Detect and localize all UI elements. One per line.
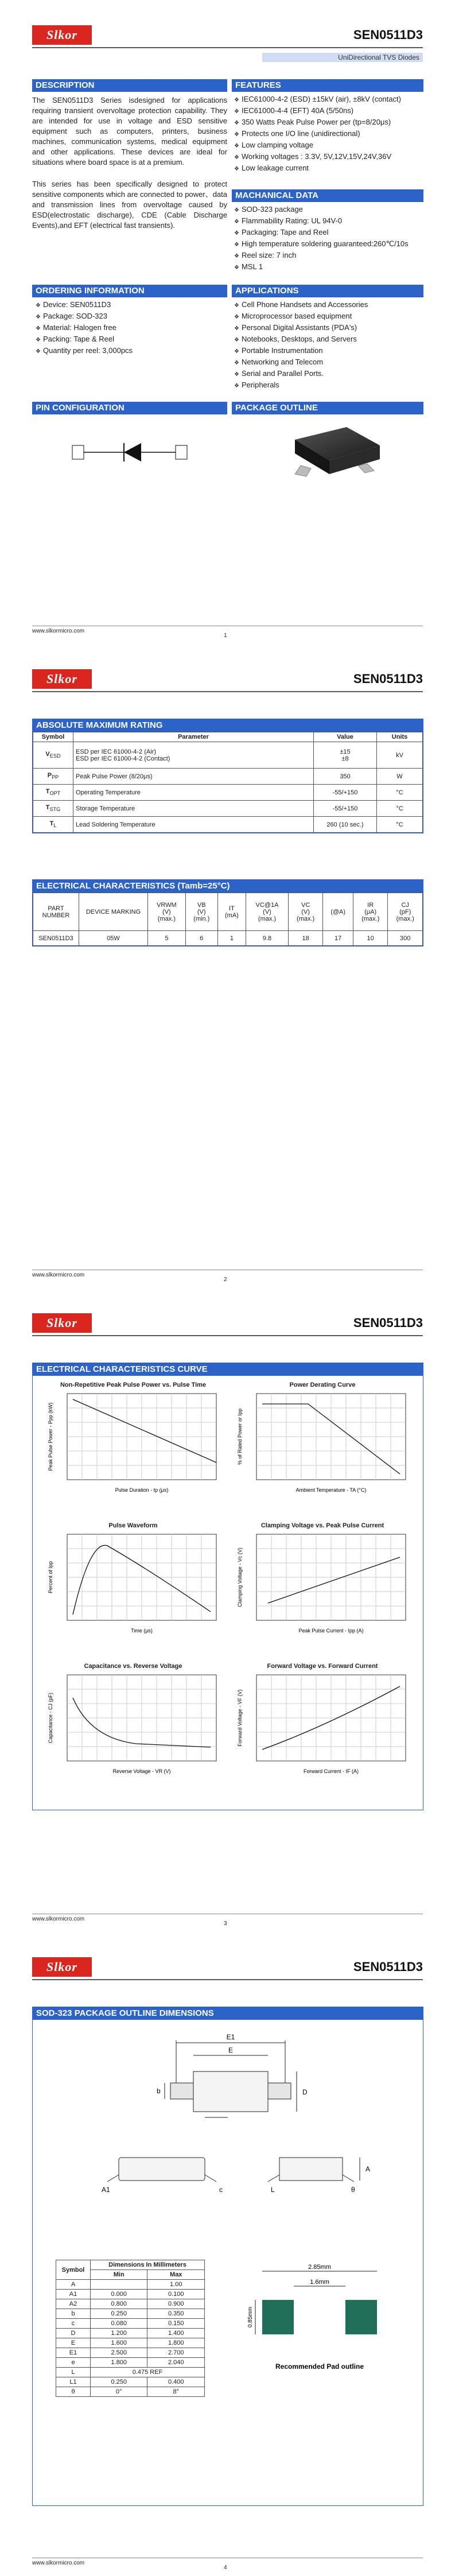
value-cell: 0.250 (91, 2377, 147, 2387)
curve-graph (44, 1522, 222, 1640)
description-section (32, 79, 227, 231)
package-outline-section (232, 402, 423, 493)
graph-title: Forward Voltage vs. Forward Current (267, 1663, 378, 1670)
curves-section (32, 1363, 423, 1810)
footer-url[interactable]: www.slkormicro.com (32, 2560, 85, 2566)
list-item: ❖ Cell Phone Handsets and Accessories (234, 300, 423, 311)
ordering-list (32, 300, 227, 357)
list-item: ❖ Peripherals (234, 380, 423, 391)
data-cell: 6 (185, 931, 217, 946)
list-item: ❖ Notebooks, Desktops, and Servers (234, 334, 423, 346)
value-cell: 0.080 (91, 2319, 147, 2329)
list-item: ❖ Package: SOD-323 (36, 311, 227, 323)
page-number: 2 (224, 1277, 227, 1283)
list-item: ❖ Portable Instrumentation (234, 346, 423, 357)
col-unit: (μA) (364, 908, 377, 915)
symbol-cell: e (56, 2358, 91, 2368)
parameter-text: Lead Soldering Temperature (76, 821, 155, 828)
symbol-cell: L1 (56, 2377, 91, 2387)
symbol-cell (33, 742, 73, 769)
parameter-text: Storage Temperature (76, 805, 135, 812)
absolute-max-section (32, 719, 423, 833)
value-cell: 0.250 (91, 2309, 147, 2319)
table-row (33, 742, 423, 769)
symbol-cell: E1 (56, 2348, 91, 2358)
section-title: PACKAGE OUTLINE (232, 402, 423, 414)
list-item: ❖ MSL 1 (234, 262, 423, 273)
symbol-main: P (47, 772, 52, 779)
symbol-cell (33, 817, 73, 833)
graph-xlabel: Ambient Temperature - TA (°C) (295, 1487, 367, 1493)
unit-cell: °C (377, 785, 423, 801)
footer-url[interactable]: www.slkormicro.com (32, 1272, 85, 1278)
section-title: ORDERING INFORMATION (32, 285, 227, 297)
symbol-cell: D (56, 2329, 91, 2338)
header-cell: Min (91, 2270, 147, 2280)
header-cell (388, 893, 423, 931)
symbol-cell: b (56, 2309, 91, 2319)
package-photo (232, 417, 423, 491)
dim-label: A (365, 2165, 371, 2173)
pad-outline-drawing (239, 2260, 411, 2409)
col-unit: (V) (301, 908, 310, 915)
footer-url[interactable]: www.slkormicro.com (32, 628, 85, 634)
graph-xlabel: Time (μs) (131, 1628, 153, 1634)
graph-xlabel: Pulse Duration - tp (μs) (115, 1487, 169, 1493)
list-item: ❖ SOD-323 package (234, 204, 423, 216)
data-cell: 05W (79, 931, 148, 946)
symbol-cell: L (56, 2368, 91, 2377)
graph-ylabel: Peak Pulse Power - Ppp (kW) (48, 1402, 53, 1471)
table-row (56, 2329, 205, 2338)
section-title: PIN CONFIGURATION (32, 402, 227, 414)
description-paragraph-2: This series has been specifically designed to protect sensitive components which are connected to power、data and transmission lines from overvoltage caused by ESD(electrostatic discharge), CDE (Cable Discharge Events),and EFT (electrical fast transients). (32, 180, 227, 230)
list-item: ❖ IEC61000-4-4 (EFT) 40A (5/50ns) (234, 106, 423, 117)
unit-cell: W (377, 769, 423, 785)
graph-plot (234, 1531, 411, 1640)
table-row (33, 801, 423, 817)
symbol-sub: ESD (49, 753, 61, 759)
electrical-section (32, 879, 423, 946)
header-rule (32, 1335, 423, 1336)
header-cell: Units (377, 732, 423, 742)
table-row (56, 2377, 205, 2387)
table-row (33, 817, 423, 833)
graph-title: Clamping Voltage vs. Peak Pulse Current (260, 1522, 384, 1529)
header-cell (288, 893, 323, 931)
graph-ylabel: Percent of Ipp (48, 1561, 53, 1594)
graph-xlabel: Reverse Voltage - VR (V) (112, 1768, 171, 1774)
side-view-drawing (33, 2140, 423, 2215)
ordering-section (32, 285, 227, 357)
value-text: ±15 (340, 748, 351, 755)
col-symbol: IT (229, 905, 235, 912)
brand-logo: Slkor (32, 669, 92, 689)
col-unit: (pF) (399, 908, 411, 915)
col-unit: (V) (263, 908, 271, 915)
list-item: ❖ Microprocessor based equipment (234, 311, 423, 323)
col-limit: (max.) (297, 915, 315, 922)
page-number: 4 (224, 2565, 227, 2571)
list-item: ❖ IEC61000-4-2 (ESD) ±15kV (air), ±8kV (contact) (234, 94, 423, 106)
col-unit: (V) (197, 908, 206, 915)
mechanical-list (232, 204, 423, 273)
value-cell (314, 785, 377, 801)
header-cell: Dimensions In Millimeters (91, 2260, 205, 2270)
list-item: ❖ Quantity per reel: 3,000pcs (36, 346, 227, 357)
graph-xlabel: Peak Pulse Current - Ipp (A) (298, 1628, 364, 1634)
page-3 (0, 1288, 455, 1932)
table-row (33, 931, 423, 946)
header-cell (217, 893, 246, 931)
section-title: ELECTRICAL CHARACTERISTICS CURVE (33, 1363, 423, 1376)
features-section (232, 79, 423, 174)
graph-plot (44, 1531, 222, 1640)
part-number: SEN0511D3 (353, 28, 423, 42)
graph-xlabel: Forward Current - IF (A) (303, 1768, 359, 1774)
table-row (56, 2368, 205, 2377)
symbol-sub: L (53, 823, 57, 829)
curve-graph (234, 1382, 411, 1500)
section-title: SOD-323 PACKAGE OUTLINE DIMENSIONS (33, 2007, 423, 2020)
data-cell: 300 (388, 931, 423, 946)
parameter-cell (73, 785, 314, 801)
graph-title: Power Derating Curve (289, 1382, 356, 1388)
part-number: SEN0511D3 (353, 1960, 423, 1974)
value-cell: 0.000 (91, 2290, 147, 2299)
symbol-cell: E (56, 2338, 91, 2348)
section-title: ABSOLUTE MAXIMUM RATING (33, 719, 423, 732)
value-cell: 0.150 (147, 2319, 205, 2329)
data-cell: 18 (288, 931, 323, 946)
curve-graph (44, 1382, 222, 1500)
applications-list (232, 300, 423, 391)
unit-cell: kV (377, 742, 423, 769)
parameter-text: Operating Temperature (76, 789, 141, 796)
section-title: MACHANICAL DATA (232, 189, 423, 202)
list-item: ❖ Protects one I/O line (unidirectional) (234, 129, 423, 140)
page-1 (0, 0, 455, 644)
parameter-text: ESD per IEC 61000-4-2 (Contact) (76, 755, 170, 762)
pad-right (345, 2300, 377, 2334)
table-row (56, 2280, 205, 2290)
graph-ylabel: Capacitance - CJ (pF) (48, 1692, 53, 1744)
dim-label: E (228, 2046, 234, 2054)
mechanical-section (232, 189, 423, 273)
col-limit: (max.) (258, 915, 277, 922)
section-title: ELECTRICAL CHARACTERISTICS (Tamb=25°C) (33, 880, 423, 893)
value-cell: 0.800 (91, 2299, 147, 2309)
symbol-cell: A1 (56, 2290, 91, 2299)
graph-plot (44, 1672, 222, 1781)
col-symbol: VB (197, 901, 206, 909)
header-cell: Value (314, 732, 377, 742)
graph-plot (234, 1672, 411, 1781)
part-number: SEN0511D3 (353, 672, 423, 686)
list-item: ❖ Material: Halogen free (36, 323, 227, 334)
col-limit: (max.) (361, 915, 380, 922)
col-unit: (V) (162, 908, 171, 915)
symbol-cell (33, 785, 73, 801)
table-row (56, 2290, 205, 2299)
unit-cell: °C (377, 817, 423, 833)
header-cell (246, 893, 289, 931)
symbol-main: V (45, 751, 50, 758)
value-cell: 1.200 (91, 2329, 147, 2338)
header-cell (185, 893, 217, 931)
symbol-cell (33, 769, 73, 785)
pad-width-label: 2.85mm (308, 2264, 331, 2271)
symbol-sub: STG (49, 806, 61, 813)
symbol-sub: PP (52, 774, 59, 781)
table-row (33, 769, 423, 785)
value-text: ±8 (341, 755, 349, 762)
header-cell (353, 893, 388, 931)
value-cell: 1.800 (147, 2338, 205, 2348)
electrical-table (33, 893, 423, 946)
table-row (56, 2348, 205, 2358)
list-item: ❖ High temperature soldering guaranteed:260℃/10s (234, 239, 423, 250)
list-item: ❖ Personal Digital Assistants (PDA's) (234, 323, 423, 334)
graph-ylabel: Clamping Voltage - Vc (V) (237, 1547, 243, 1607)
header-cell: Parameter (73, 732, 314, 742)
dim-label: θ (351, 2186, 355, 2194)
value-cell: 8° (147, 2387, 205, 2397)
unit-cell: °C (377, 801, 423, 817)
data-cell: SEN0511D3 (33, 931, 79, 946)
value-cell: 0.900 (147, 2299, 205, 2309)
data-cell: 17 (323, 931, 353, 946)
value-cell: 2.500 (91, 2348, 147, 2358)
value-cell (91, 2280, 147, 2290)
graph-plot (234, 1391, 411, 1500)
parameter-text: ESD per IEC 61000-4-2 (Air) (76, 748, 156, 755)
brand-logo: Slkor (32, 25, 92, 45)
list-item: ❖ Low leakage current (234, 163, 423, 174)
section-title: DESCRIPTION (32, 79, 227, 92)
value-text: 350 (340, 773, 351, 780)
list-item: ❖ Serial and Parallel Ports. (234, 368, 423, 380)
table-row (56, 2319, 205, 2329)
parameter-text: Peak Pulse Power (8/20μs) (76, 773, 153, 780)
header-cell: Symbol (33, 732, 73, 742)
parameter-cell (73, 742, 314, 769)
value-cell: 1.400 (147, 2329, 205, 2338)
parameter-cell (73, 769, 314, 785)
col-limit: (min.) (193, 915, 210, 922)
graph-title: Non-Repetitive Peak Pulse Power vs. Pulse Time (60, 1382, 207, 1388)
outline-section (32, 2007, 423, 2506)
table-row (56, 2338, 205, 2348)
list-item: ❖ Flammability Rating: UL 94V-0 (234, 216, 423, 227)
symbol-cell (33, 801, 73, 817)
col-symbol: IR (367, 901, 374, 909)
device-subtitle: UniDirectional TVS Diodes (262, 53, 423, 62)
header-rule (32, 1979, 423, 1980)
value-cell: 2.040 (147, 2358, 205, 2368)
header-cell: Symbol (56, 2260, 91, 2280)
symbol-sub: OPT (49, 790, 61, 797)
table-row (56, 2387, 205, 2397)
value-text: -55/+150 (332, 789, 358, 796)
dim-label: A1 (102, 2186, 110, 2194)
symbol-main: T (45, 788, 50, 796)
pin-config-section (32, 402, 227, 488)
symbol-cell: A (56, 2280, 91, 2290)
value-cell: 0.475 REF (91, 2368, 205, 2377)
col-limit: (@A) (330, 908, 346, 915)
list-item: ❖ Packing: Tape & Reel (36, 334, 227, 346)
pad-gap-label: 1.6mm (310, 2279, 329, 2286)
col-symbol: VC@1A (255, 901, 279, 909)
graph-ylabel: Forward Voltage - VF (V) (237, 1689, 243, 1747)
page-number: 3 (224, 1921, 227, 1927)
brand-logo: Slkor (32, 1957, 92, 1977)
value-text: 260 (10 sec.) (326, 821, 364, 828)
header-cell (148, 893, 186, 931)
dim-label: c (219, 2186, 223, 2194)
value-text: -55/+150 (332, 805, 358, 812)
absolute-max-table (33, 732, 423, 833)
applications-section (232, 285, 423, 391)
graph-title: Pulse Waveform (108, 1522, 158, 1529)
graph-title: Capacitance vs. Reverse Voltage (84, 1663, 182, 1670)
list-item: ❖ Working voltages : 3.3V, 5V,12V,15V,24V,36V (234, 152, 423, 163)
value-cell: 0.350 (147, 2309, 205, 2319)
dim-label: E1 (226, 2033, 235, 2041)
pad-height-label: 0.85mm (247, 2306, 254, 2328)
list-item: ❖ Reel size: 7 inch (234, 250, 423, 262)
value-cell: 0° (91, 2387, 147, 2397)
list-item: ❖ Low clamping voltage (234, 140, 423, 152)
page-4 (0, 1932, 455, 2576)
parameter-cell (73, 817, 314, 833)
graph-ylabel: % of Rated Power or Ipp (237, 1408, 243, 1465)
dim-label: D (302, 2088, 308, 2096)
list-item: ❖ Packaging: Tape and Reel (234, 227, 423, 239)
pad-caption: Recommended Pad outline (275, 2362, 364, 2371)
dimensions-table (56, 2260, 205, 2397)
value-cell: 1.00 (147, 2280, 205, 2290)
brand-logo: Slkor (32, 1313, 92, 1333)
value-cell: 1.800 (91, 2358, 147, 2368)
symbol-cell: c (56, 2319, 91, 2329)
col-symbol: CJ (401, 901, 409, 909)
symbol-cell: θ (56, 2387, 91, 2397)
value-cell (314, 769, 377, 785)
pad-left (262, 2300, 294, 2334)
value-cell: 0.100 (147, 2290, 205, 2299)
header-rule (32, 47, 423, 48)
top-view-drawing (33, 2026, 423, 2140)
footer-url[interactable]: www.slkormicro.com (32, 1916, 85, 1922)
symbol-cell: A2 (56, 2299, 91, 2309)
data-cell: 5 (148, 931, 186, 946)
graph-plot (44, 1391, 222, 1500)
table-row (33, 785, 423, 801)
value-cell: 0.400 (147, 2377, 205, 2387)
features-list (232, 94, 423, 174)
section-title: FEATURES (232, 79, 423, 92)
curve-graph (234, 1522, 411, 1640)
header-cell: DEVICE MARKING (79, 893, 148, 931)
symbol-main: T (49, 820, 54, 828)
section-title: APPLICATIONS (232, 285, 423, 297)
table-row (56, 2358, 205, 2368)
dim-label: b (157, 2087, 161, 2095)
part-number: SEN0511D3 (353, 1316, 423, 1330)
list-item: ❖ 350 Watts Peak Pulse Power per (tp=8/20μs) (234, 117, 423, 129)
page-number: 1 (224, 633, 227, 639)
table-row (56, 2299, 205, 2309)
value-cell (314, 817, 377, 833)
header-cell: Max (147, 2270, 205, 2280)
col-limit: (max.) (396, 915, 414, 922)
header-cell (323, 893, 353, 931)
header-rule (32, 691, 423, 692)
col-symbol: VRWM (157, 901, 177, 909)
value-cell: 2.700 (147, 2348, 205, 2358)
pin-diagram (32, 418, 227, 487)
data-cell: 1 (217, 931, 246, 946)
curve-graph (234, 1663, 411, 1781)
col-limit: (max.) (157, 915, 176, 922)
list-item: ❖ Device: SEN0511D3 (36, 300, 227, 311)
parameter-cell (73, 801, 314, 817)
value-cell: 1.600 (91, 2338, 147, 2348)
symbol-main: T (45, 804, 50, 812)
list-item: ❖ Networking and Telecom (234, 357, 423, 368)
value-cell (314, 742, 377, 769)
data-cell: 9.8 (246, 931, 289, 946)
page-2 (0, 644, 455, 1288)
dim-label: L (271, 2186, 275, 2194)
curve-graph (44, 1663, 222, 1781)
col-unit: (mA) (225, 911, 239, 919)
table-row (56, 2309, 205, 2319)
value-cell (314, 801, 377, 817)
col-symbol: VC (301, 901, 310, 909)
diode-icon (124, 443, 141, 461)
data-cell: 10 (353, 931, 388, 946)
header-cell: PART NUMBER (33, 893, 79, 931)
description-paragraph-1: The SEN0511D3 Series isdesigned for applications requiring transient overvoltage protection capability. They are intended for use in voltage and ESD sensitive equipment such as computers, printers, business machines, communication systems, medical equipment and other applications. These devices are ideal for situations where board space is at a premium. (32, 96, 227, 166)
